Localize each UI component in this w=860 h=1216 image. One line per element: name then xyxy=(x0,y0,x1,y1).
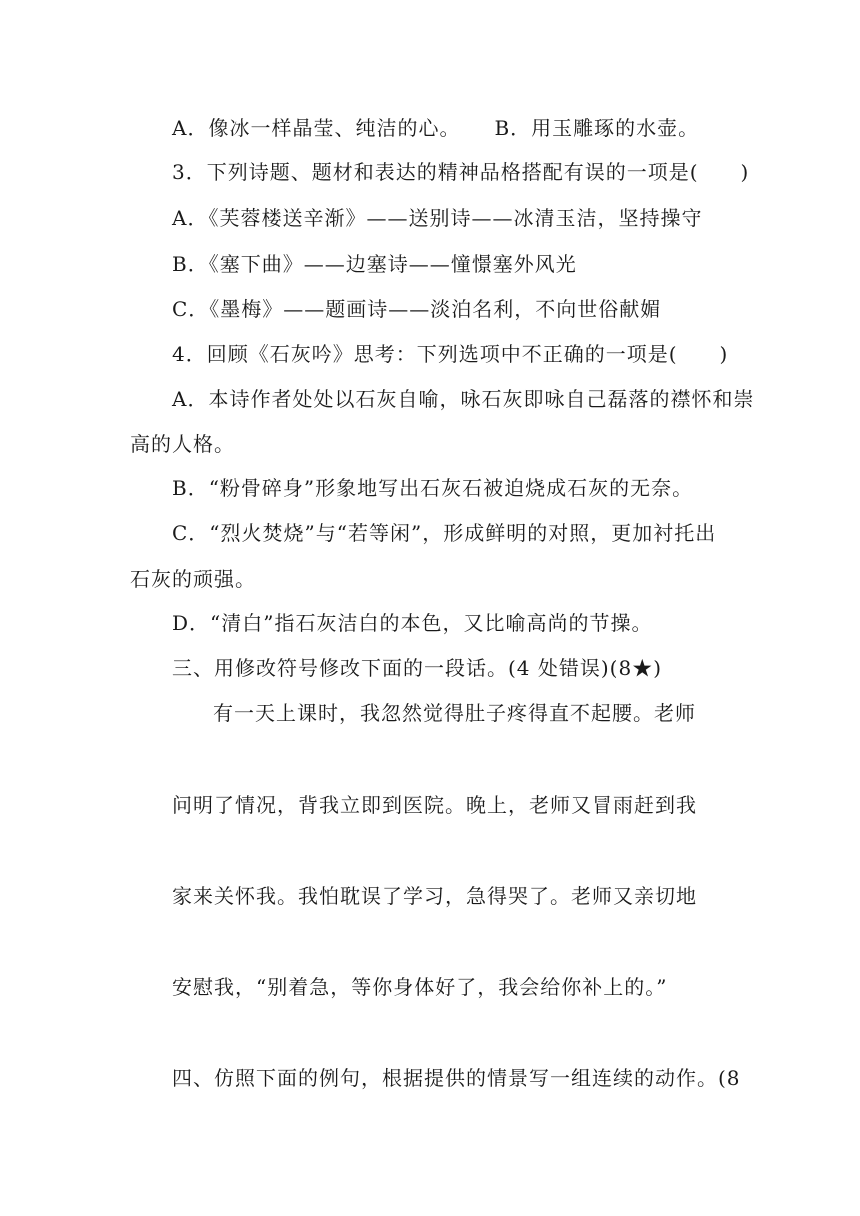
section-3-passage-line1: 有一天上课时，我忽然觉得肚子疼得直不起腰。老师 xyxy=(213,701,696,725)
q4-option-d: D．“清白”指石灰洁白的本色，又比喻高尚的节操。 xyxy=(172,611,653,635)
q4-stem: 4．回顾《石灰吟》思考：下列选项中不正确的一项是( ) xyxy=(172,342,729,366)
q4-option-c-line1: C．“烈火焚烧”与“若等闲”，形成鲜明的对照，更加衬托出 xyxy=(172,521,717,545)
q3-option-c: C．《墨梅》——题画诗——淡泊名利，不向世俗献媚 xyxy=(172,297,662,321)
q4-option-b: B．“粉骨碎身”形象地写出石灰石被迫烧成石灰的无奈。 xyxy=(172,476,694,500)
q2-option-b: B．用玉雕琢的水壶。 xyxy=(494,116,700,140)
q3-stem: 3．下列诗题、题材和表达的精神品格搭配有误的一项是( ) xyxy=(172,160,750,184)
q4-option-a-line1: A．本诗作者处处以石灰自喻，咏石灰即咏自己磊落的襟怀和崇 xyxy=(172,387,755,411)
q3-option-a: A．《芙蓉楼送辛渐》——送别诗——冰清玉洁，坚持操守 xyxy=(172,206,703,230)
q4-option-c-line2: 石灰的顽强。 xyxy=(130,567,256,591)
section-3-passage-line3: 家来关怀我。我怕耽误了学习，急得哭了。老师又亲切地 xyxy=(172,884,697,908)
section-3-passage-line2: 问明了情况，背我立即到医院。晚上，老师又冒雨赶到我 xyxy=(172,793,697,817)
section-4-heading: 四、仿照下面的例句，根据提供的情景写一组连续的动作。(8 xyxy=(172,1066,741,1090)
q2-options xyxy=(172,116,699,140)
q2-option-a: A．像冰一样晶莹、纯洁的心。 xyxy=(172,116,461,140)
section-3-heading: 三、用修改符号修改下面的一段话。(4 处错误)(8★) xyxy=(172,656,663,680)
section-3-passage-line4: 安慰我，“别着急，等你身体好了，我会给你补上的。” xyxy=(172,975,668,999)
q4-option-a-line2: 高的人格。 xyxy=(130,432,235,456)
q3-option-b: B．《塞下曲》——边塞诗——憧憬塞外风光 xyxy=(172,252,577,276)
